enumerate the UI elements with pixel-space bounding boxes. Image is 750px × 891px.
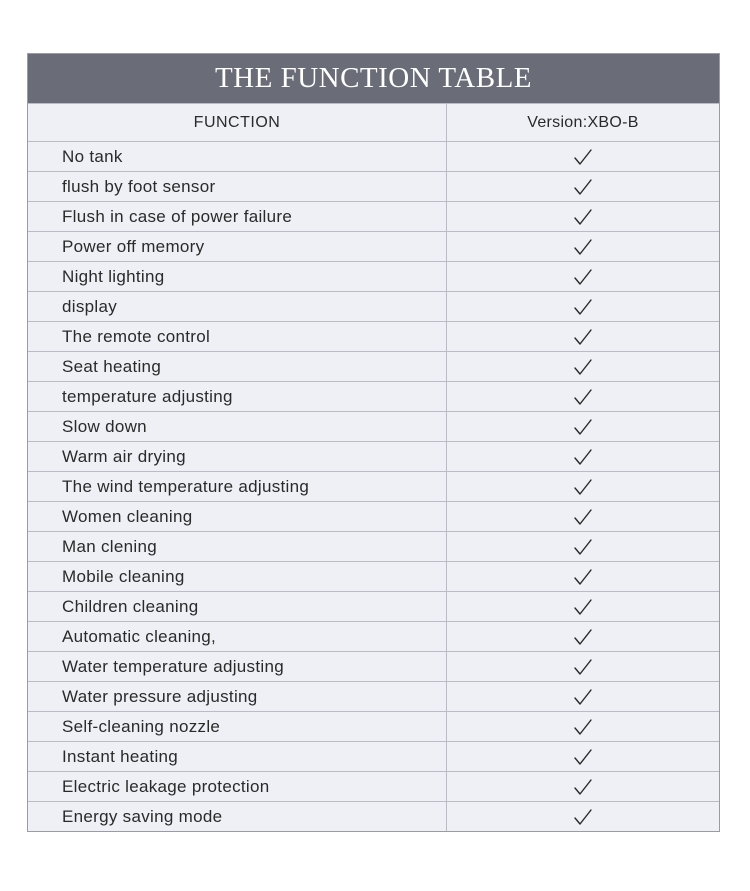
check-mark-icon	[573, 628, 593, 646]
table-row	[28, 621, 719, 651]
table-row	[28, 381, 719, 411]
function-name: Man clening	[28, 532, 447, 561]
check-mark-icon	[573, 328, 593, 346]
check-mark-icon	[573, 598, 593, 616]
version-support-cell	[447, 562, 719, 591]
version-support-cell	[447, 742, 719, 771]
version-support-cell	[447, 382, 719, 411]
check-mark-icon	[573, 268, 593, 286]
function-name: Mobile cleaning	[28, 562, 447, 591]
function-name: Power off memory	[28, 232, 447, 261]
function-name: Slow down	[28, 412, 447, 441]
table-row	[28, 771, 719, 801]
function-name: flush by foot sensor	[28, 172, 447, 201]
check-mark-icon	[573, 178, 593, 196]
table-row	[28, 711, 719, 741]
table-row	[28, 231, 719, 261]
function-name: Energy saving mode	[28, 802, 447, 831]
table-row	[28, 651, 719, 681]
version-support-cell	[447, 262, 719, 291]
function-name: Night lighting	[28, 262, 447, 291]
version-support-cell	[447, 652, 719, 681]
function-name: Warm air drying	[28, 442, 447, 471]
version-support-cell	[447, 322, 719, 351]
version-support-cell	[447, 472, 719, 501]
table-row	[28, 201, 719, 231]
version-support-cell	[447, 712, 719, 741]
function-name: Water temperature adjusting	[28, 652, 447, 681]
function-name: The wind temperature adjusting	[28, 472, 447, 501]
check-mark-icon	[573, 298, 593, 316]
version-support-cell	[447, 502, 719, 531]
table-row	[28, 501, 719, 531]
version-support-cell	[447, 772, 719, 801]
function-table	[27, 53, 720, 832]
table-row	[28, 441, 719, 471]
version-support-cell	[447, 802, 719, 831]
check-mark-icon	[573, 208, 593, 226]
function-name: Flush in case of power failure	[28, 202, 447, 231]
check-mark-icon	[573, 568, 593, 586]
function-name: No tank	[28, 142, 447, 171]
function-name: Automatic cleaning,	[28, 622, 447, 651]
function-name: display	[28, 292, 447, 321]
table-row	[28, 681, 719, 711]
check-mark-icon	[573, 808, 593, 826]
check-mark-icon	[573, 478, 593, 496]
version-support-cell	[447, 592, 719, 621]
version-support-cell	[447, 142, 719, 171]
check-mark-icon	[573, 658, 593, 676]
version-support-cell	[447, 412, 719, 441]
check-mark-icon	[573, 388, 593, 406]
check-mark-icon	[573, 748, 593, 766]
check-mark-icon	[573, 358, 593, 376]
table-header-row	[28, 103, 719, 141]
check-mark-icon	[573, 718, 593, 736]
table-row	[28, 261, 719, 291]
check-mark-icon	[573, 688, 593, 706]
version-support-cell	[447, 442, 719, 471]
version-support-cell	[447, 202, 719, 231]
table-title: THE FUNCTION TABLE	[28, 54, 719, 103]
table-row	[28, 171, 719, 201]
function-name: temperature adjusting	[28, 382, 447, 411]
table-row	[28, 291, 719, 321]
check-mark-icon	[573, 448, 593, 466]
table-row	[28, 141, 719, 171]
table-row	[28, 531, 719, 561]
function-name: Children cleaning	[28, 592, 447, 621]
table-row	[28, 351, 719, 381]
table-row	[28, 741, 719, 771]
table-row	[28, 561, 719, 591]
table-row	[28, 801, 719, 831]
check-mark-icon	[573, 508, 593, 526]
check-mark-icon	[573, 418, 593, 436]
function-name: The remote control	[28, 322, 447, 351]
check-mark-icon	[573, 778, 593, 796]
function-name: Electric leakage protection	[28, 772, 447, 801]
version-column-header: Version:XBO-B	[527, 113, 639, 131]
version-support-cell	[447, 532, 719, 561]
table-row	[28, 591, 719, 621]
function-name: Women cleaning	[28, 502, 447, 531]
version-support-cell	[447, 682, 719, 711]
version-support-cell	[447, 232, 719, 261]
table-row	[28, 471, 719, 501]
version-support-cell	[447, 622, 719, 651]
function-name: Self-cleaning nozzle	[28, 712, 447, 741]
table-row	[28, 411, 719, 441]
check-mark-icon	[573, 238, 593, 256]
table-row	[28, 321, 719, 351]
function-name: Instant heating	[28, 742, 447, 771]
function-column-header: FUNCTION	[28, 104, 447, 141]
version-support-cell	[447, 292, 719, 321]
version-support-cell	[447, 172, 719, 201]
check-mark-icon	[573, 148, 593, 166]
function-name: Water pressure adjusting	[28, 682, 447, 711]
function-name: Seat heating	[28, 352, 447, 381]
table-body	[28, 141, 719, 831]
check-mark-icon	[573, 538, 593, 556]
version-support-cell	[447, 352, 719, 381]
